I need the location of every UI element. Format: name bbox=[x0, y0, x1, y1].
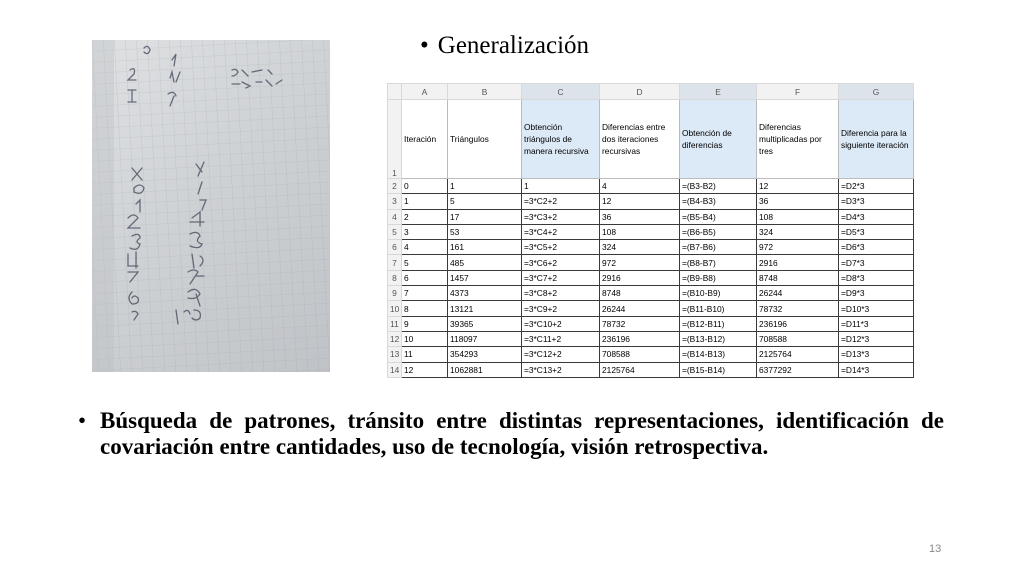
table-cell[interactable]: =(B15-B14) bbox=[680, 362, 757, 377]
table-cell[interactable]: =3*C2+2 bbox=[522, 194, 600, 209]
table-cell[interactable]: 2125764 bbox=[757, 347, 839, 362]
table-cell[interactable]: =D10*3 bbox=[839, 301, 914, 316]
table-cell[interactable]: =D9*3 bbox=[839, 286, 914, 301]
spreadsheet bbox=[387, 83, 913, 378]
row-number[interactable]: 4 bbox=[388, 209, 402, 224]
row-number[interactable]: 2 bbox=[388, 179, 402, 194]
row-number[interactable]: 12 bbox=[388, 331, 402, 346]
spreadsheet-body bbox=[388, 179, 914, 378]
body-bullet-marker: • bbox=[78, 408, 87, 433]
title-bullet: • bbox=[420, 32, 429, 59]
table-cell[interactable]: 324 bbox=[757, 224, 839, 239]
body-bullet bbox=[78, 408, 944, 460]
page-number: 13 bbox=[929, 543, 942, 555]
table-cell[interactable]: =3*C6+2 bbox=[522, 255, 600, 270]
table-cell[interactable]: =3*C9+2 bbox=[522, 301, 600, 316]
table-cell[interactable]: 36 bbox=[600, 209, 680, 224]
table-cell[interactable]: =3*C4+2 bbox=[522, 224, 600, 239]
table-cell[interactable]: 39365 bbox=[448, 316, 522, 331]
table-cell[interactable]: =D12*3 bbox=[839, 331, 914, 346]
header-cell-iteracion[interactable]: Iteración bbox=[402, 100, 448, 179]
table-cell[interactable]: 8748 bbox=[600, 286, 680, 301]
table-row bbox=[388, 179, 914, 194]
table-cell[interactable]: 26244 bbox=[600, 301, 680, 316]
header-cell-diferencias-multiplicadas[interactable]: Diferencias multiplicadas por tres bbox=[757, 100, 839, 179]
column-header-b[interactable]: B bbox=[448, 84, 522, 100]
table-cell[interactable]: =(B8-B7) bbox=[680, 255, 757, 270]
table-cell[interactable]: =D2*3 bbox=[839, 179, 914, 194]
title-text: Generalización bbox=[437, 32, 590, 59]
row-number[interactable]: 8 bbox=[388, 270, 402, 285]
table-row bbox=[388, 316, 914, 331]
header-cell-diferencias-iteraciones[interactable]: Diferencias entre dos iteraciones recursivas bbox=[600, 100, 680, 179]
table-cell[interactable]: 2916 bbox=[757, 255, 839, 270]
slide-title bbox=[420, 32, 589, 60]
row-number[interactable]: 6 bbox=[388, 240, 402, 255]
table-cell[interactable]: =3*C5+2 bbox=[522, 240, 600, 255]
row-number[interactable]: 14 bbox=[388, 362, 402, 377]
table-cell[interactable]: 118097 bbox=[448, 331, 522, 346]
table-cell[interactable]: 324 bbox=[600, 240, 680, 255]
header-cell-obtencion-diferencias[interactable]: Obtención de diferencias bbox=[680, 100, 757, 179]
table-cell[interactable]: 12 bbox=[757, 179, 839, 194]
row-number[interactable]: 3 bbox=[388, 194, 402, 209]
table-cell[interactable]: 4 bbox=[600, 179, 680, 194]
table-cell[interactable]: =D5*3 bbox=[839, 224, 914, 239]
table-cell[interactable]: =(B12-B11) bbox=[680, 316, 757, 331]
table-cell[interactable]: 1 bbox=[402, 194, 448, 209]
table-cell[interactable]: =D11*3 bbox=[839, 316, 914, 331]
table-cell[interactable]: 1457 bbox=[448, 270, 522, 285]
table-cell[interactable]: =D8*3 bbox=[839, 270, 914, 285]
table-cell[interactable]: 36 bbox=[757, 194, 839, 209]
table-cell[interactable]: 708588 bbox=[600, 347, 680, 362]
header-cell-diferencia-siguiente[interactable]: Diferencia para la siguiente iteración bbox=[839, 100, 914, 179]
table-cell[interactable]: 108 bbox=[757, 209, 839, 224]
table-cell[interactable]: 3 bbox=[402, 224, 448, 239]
table-cell[interactable]: 708588 bbox=[757, 331, 839, 346]
table-cell[interactable]: 17 bbox=[448, 209, 522, 224]
table-cell[interactable]: =3*C10+2 bbox=[522, 316, 600, 331]
row-number[interactable]: 10 bbox=[388, 301, 402, 316]
table-cell[interactable]: 6377292 bbox=[757, 362, 839, 377]
table-row bbox=[388, 270, 914, 285]
table-cell[interactable]: =(B14-B13) bbox=[680, 347, 757, 362]
table-cell[interactable]: =D14*3 bbox=[839, 362, 914, 377]
table-cell[interactable]: =D6*3 bbox=[839, 240, 914, 255]
table-cell[interactable]: 10 bbox=[402, 331, 448, 346]
table-cell[interactable]: 12 bbox=[600, 194, 680, 209]
table-cell[interactable]: =(B10-B9) bbox=[680, 286, 757, 301]
table-cell[interactable]: 108 bbox=[600, 224, 680, 239]
row-number[interactable]: 11 bbox=[388, 316, 402, 331]
table-cell[interactable]: 354293 bbox=[448, 347, 522, 362]
column-header-f[interactable]: F bbox=[757, 84, 839, 100]
table-row bbox=[388, 255, 914, 270]
table-cell[interactable]: 0 bbox=[402, 179, 448, 194]
table-cell[interactable]: 8748 bbox=[757, 270, 839, 285]
table-cell[interactable]: 4 bbox=[402, 240, 448, 255]
table-cell[interactable]: 2 bbox=[402, 209, 448, 224]
row-number[interactable]: 13 bbox=[388, 347, 402, 362]
table-cell[interactable]: =(B6-B5) bbox=[680, 224, 757, 239]
table-row bbox=[388, 286, 914, 301]
table-cell[interactable]: =(B3-B2) bbox=[680, 179, 757, 194]
table-cell[interactable]: =3*C3+2 bbox=[522, 209, 600, 224]
column-header-d[interactable]: D bbox=[600, 84, 680, 100]
column-header-g[interactable]: G bbox=[839, 84, 914, 100]
table-cell[interactable]: 2125764 bbox=[600, 362, 680, 377]
table-row bbox=[388, 224, 914, 239]
select-all-corner[interactable] bbox=[388, 84, 402, 100]
table-cell[interactable]: 12 bbox=[402, 362, 448, 377]
table-cell[interactable]: =(B5-B4) bbox=[680, 209, 757, 224]
table-cell[interactable]: =3*C7+2 bbox=[522, 270, 600, 285]
table-row bbox=[388, 347, 914, 362]
table-cell[interactable]: 78732 bbox=[600, 316, 680, 331]
column-header-c[interactable]: C bbox=[522, 84, 600, 100]
table-cell[interactable]: 53 bbox=[448, 224, 522, 239]
table-row bbox=[388, 362, 914, 377]
column-header-e[interactable]: E bbox=[680, 84, 757, 100]
row-number[interactable]: 1 bbox=[388, 100, 402, 179]
table-cell[interactable]: =D13*3 bbox=[839, 347, 914, 362]
header-cell-triangulos[interactable]: Triángulos bbox=[448, 100, 522, 179]
column-header-a[interactable]: A bbox=[402, 84, 448, 100]
table-cell[interactable]: 1062881 bbox=[448, 362, 522, 377]
row-number[interactable]: 7 bbox=[388, 255, 402, 270]
table-cell[interactable]: =D3*3 bbox=[839, 194, 914, 209]
table-cell[interactable]: 1 bbox=[522, 179, 600, 194]
row-number[interactable]: 9 bbox=[388, 286, 402, 301]
table-cell[interactable]: =3*C12+2 bbox=[522, 347, 600, 362]
table-row bbox=[388, 240, 914, 255]
table-cell[interactable]: 972 bbox=[600, 255, 680, 270]
table-row bbox=[388, 301, 914, 316]
header-row bbox=[388, 100, 914, 179]
table-cell[interactable]: 236196 bbox=[600, 331, 680, 346]
table-cell[interactable]: 8 bbox=[402, 301, 448, 316]
table-cell[interactable]: 6 bbox=[402, 270, 448, 285]
spreadsheet-table bbox=[387, 83, 914, 378]
table-cell[interactable]: =3*C8+2 bbox=[522, 286, 600, 301]
handwritten-notes-photo bbox=[92, 40, 330, 372]
column-header-row bbox=[388, 84, 914, 100]
table-cell[interactable]: 11 bbox=[402, 347, 448, 362]
table-row bbox=[388, 209, 914, 224]
table-cell[interactable]: 78732 bbox=[757, 301, 839, 316]
table-cell[interactable]: 161 bbox=[448, 240, 522, 255]
table-row bbox=[388, 331, 914, 346]
header-cell-obtencion-triangulos[interactable]: Obtención triángulos de manera recursiva bbox=[522, 100, 600, 179]
table-cell[interactable]: 236196 bbox=[757, 316, 839, 331]
row-number[interactable]: 5 bbox=[388, 224, 402, 239]
table-cell[interactable]: 5 bbox=[402, 255, 448, 270]
table-cell[interactable]: =(B13-B12) bbox=[680, 331, 757, 346]
table-cell[interactable]: 13121 bbox=[448, 301, 522, 316]
table-cell[interactable]: =(B4-B3) bbox=[680, 194, 757, 209]
table-cell[interactable]: =D7*3 bbox=[839, 255, 914, 270]
table-cell[interactable]: 26244 bbox=[757, 286, 839, 301]
table-cell[interactable]: =(B7-B6) bbox=[680, 240, 757, 255]
table-cell[interactable]: 4373 bbox=[448, 286, 522, 301]
table-cell[interactable]: =D4*3 bbox=[839, 209, 914, 224]
table-cell[interactable]: =(B11-B10) bbox=[680, 301, 757, 316]
table-cell[interactable]: 2916 bbox=[600, 270, 680, 285]
table-cell[interactable]: =3*C13+2 bbox=[522, 362, 600, 377]
table-cell[interactable]: 9 bbox=[402, 316, 448, 331]
table-cell[interactable]: 1 bbox=[448, 179, 522, 194]
table-cell[interactable]: 972 bbox=[757, 240, 839, 255]
table-cell[interactable]: 7 bbox=[402, 286, 448, 301]
table-cell[interactable]: 5 bbox=[448, 194, 522, 209]
body-bullet-text: Búsqueda de patrones, tránsito entre distintas representaciones, identificación de covariación entre cantidades, uso de tecnología, visión retrospectiva. bbox=[100, 408, 944, 459]
table-cell[interactable]: =(B9-B8) bbox=[680, 270, 757, 285]
table-cell[interactable]: 485 bbox=[448, 255, 522, 270]
table-row bbox=[388, 194, 914, 209]
table-cell[interactable]: =3*C11+2 bbox=[522, 331, 600, 346]
